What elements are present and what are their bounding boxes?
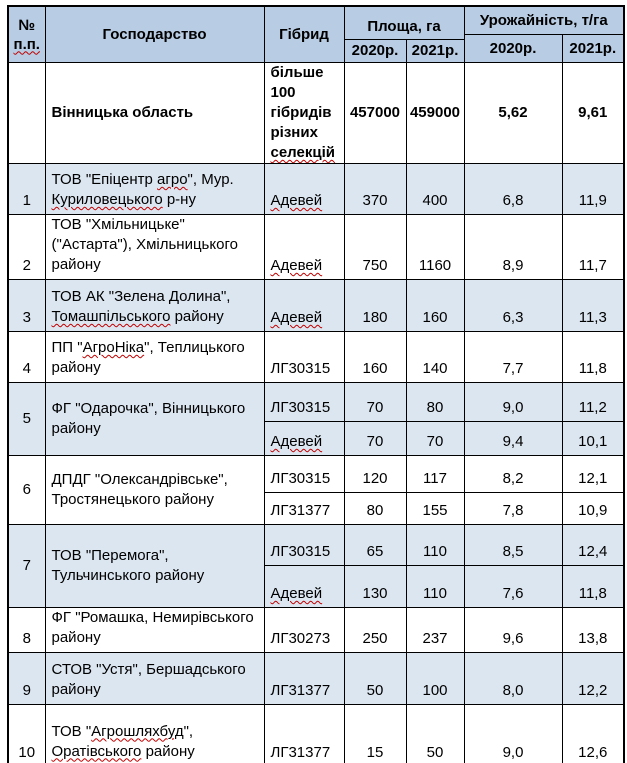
yield-years-row	[465, 35, 624, 62]
farm-name	[45, 608, 264, 653]
row-number: 8	[8, 608, 45, 653]
yield-2021-value: 11,7	[562, 215, 624, 280]
header-yield-2020: 2020р.	[465, 35, 563, 62]
yield-2021-value: 11,8	[562, 566, 624, 608]
table-row	[8, 705, 624, 763]
yield-2021-value: 10,1	[562, 422, 624, 456]
area-2021-value: 70	[406, 422, 464, 456]
text: ТОВ "Епіцентр	[51, 171, 158, 188]
yield-2020-value: 6,3	[464, 280, 562, 332]
misspelled-text: селекцій	[270, 144, 335, 161]
area-years-row	[345, 40, 464, 62]
area-2021-value: 80	[406, 383, 464, 422]
text: ", Мур.	[187, 171, 234, 188]
row-number: 10	[8, 705, 45, 763]
header-yield-label: Урожайність, т/га	[465, 7, 624, 35]
table-row	[8, 280, 624, 332]
table-row	[8, 608, 624, 653]
area-2021-value: 459000	[406, 63, 464, 164]
area-2021-value: 117	[406, 456, 464, 493]
farm-name	[45, 383, 264, 456]
area-2021-value: 400	[406, 164, 464, 215]
text: ТОВ АК "Зелена Долина",	[51, 288, 231, 305]
farm-name	[45, 525, 264, 608]
yield-2021-value: 10,9	[562, 493, 624, 525]
yield-2020-value: 7,8	[464, 493, 562, 525]
hybrid-text: більше 100 гібридів різних	[270, 64, 332, 141]
yield-2020-value: 6,8	[464, 164, 562, 215]
text: ДПДГ "Олександрівське", Тростянецького району	[51, 471, 228, 508]
area-2021-value: 160	[406, 280, 464, 332]
area-2020-value: 160	[344, 332, 406, 383]
yield-2021-value: 9,61	[562, 63, 624, 164]
text: СТОВ "Устя", Бершадського району	[51, 661, 246, 698]
table-row	[8, 164, 624, 215]
text: ТОВ "Перемога", Тульчинського району	[51, 547, 205, 584]
row-number: 2	[8, 215, 45, 280]
header-yield-2021: 2021р.	[569, 39, 617, 57]
table-row	[8, 332, 624, 383]
misspelled-text: Адевей	[270, 309, 323, 326]
area-2021-value: 100	[406, 653, 464, 705]
area-2021-value: 1160	[406, 215, 464, 280]
hybrid-name	[264, 608, 344, 653]
misspelled-text: Куриловецького	[51, 191, 163, 208]
yield-2021-value: 12,6	[562, 705, 624, 763]
area-2020-value: 70	[344, 422, 406, 456]
yield-2021-value: 13,8	[562, 608, 624, 653]
yield-table	[7, 5, 625, 763]
area-2021-value: 140	[406, 332, 464, 383]
yield-2020-value: 8,5	[464, 525, 562, 566]
header-area-label: Площа, га	[345, 7, 464, 40]
area-2021-value: 155	[406, 493, 464, 525]
header-row	[8, 6, 624, 63]
area-2021-value: 110	[406, 525, 464, 566]
table-row	[8, 383, 624, 422]
yield-2020-value: 5,62	[464, 63, 562, 164]
text: ЛГ31377	[270, 682, 331, 699]
yield-2021-value: 12,2	[562, 653, 624, 705]
text: ЛГ30273	[270, 630, 331, 647]
text: ЛГ30315	[270, 470, 331, 487]
misspelled-text: Оратівського	[51, 742, 142, 760]
misspelled-text: Агрошляхбуд	[91, 722, 184, 740]
farm-name	[45, 164, 264, 215]
yield-2020-value: 8,9	[464, 215, 562, 280]
header-yield-group	[464, 6, 624, 63]
area-2020-value: 15	[344, 705, 406, 763]
area-2020-value: 250	[344, 608, 406, 653]
hybrid-name	[264, 653, 344, 705]
hybrid-name	[264, 280, 344, 332]
hybrid-name	[264, 164, 344, 215]
hybrid-name	[264, 705, 344, 763]
area-group-head	[345, 7, 464, 62]
yield-2020-value: 9,4	[464, 422, 562, 456]
yield-2021-value: 11,2	[562, 383, 624, 422]
misspelled-text: Томашпільського	[51, 308, 171, 325]
hybrid-name	[264, 63, 344, 164]
yield-2021-value: 11,3	[562, 280, 624, 332]
misspelled-text: Адевей	[270, 585, 323, 602]
text: ЛГ30315	[270, 399, 331, 416]
hybrid-name	[264, 215, 344, 280]
misspelled-text: АгроНіка	[82, 339, 145, 356]
header-num	[8, 6, 45, 63]
table-row	[8, 653, 624, 705]
misspelled-text: Адевей	[270, 433, 323, 450]
text: ТОВ "Хмільницьке" ("Астарта"), Хмільницького району	[51, 216, 238, 273]
yield-2020-value: 9,6	[464, 608, 562, 653]
text: ТОВ "	[51, 722, 92, 740]
hybrid-name	[264, 332, 344, 383]
text: ",	[183, 722, 194, 740]
yield-2021-value: 11,8	[562, 332, 624, 383]
area-2020-value: 750	[344, 215, 406, 280]
region-row	[8, 63, 624, 164]
table-row	[8, 456, 624, 493]
header-num-line2: п.п.	[13, 35, 40, 53]
hybrid-name	[264, 456, 344, 493]
table-row	[8, 525, 624, 566]
table-body	[8, 63, 624, 763]
area-2020-value: 70	[344, 383, 406, 422]
farm-name	[45, 332, 264, 383]
misspelled-text: Адевей	[270, 257, 323, 274]
row-number: 6	[8, 456, 45, 525]
yield-2020-value: 8,0	[464, 653, 562, 705]
area-2021-value: 110	[406, 566, 464, 608]
area-2020-value: 50	[344, 653, 406, 705]
area-2020-value: 180	[344, 280, 406, 332]
area-2021-value: 50	[406, 705, 464, 763]
header-farm: Господарство	[45, 6, 264, 63]
yield-2020-value: 9,0	[464, 383, 562, 422]
farm-name	[45, 653, 264, 705]
text: ", Теплицького району	[51, 339, 245, 376]
misspelled-text: Адевей	[270, 192, 323, 209]
header-area-group	[344, 6, 464, 63]
farm-name	[45, 280, 264, 332]
text: ЛГ31377	[270, 743, 331, 761]
text: ЛГ31377	[270, 502, 331, 519]
area-2020-value: 457000	[344, 63, 406, 164]
text: ФГ "Ромашка, Немирівського району	[51, 609, 254, 646]
area-2020-value: 130	[344, 566, 406, 608]
table-header	[8, 6, 624, 63]
farm-name	[45, 705, 264, 763]
hybrid-name	[264, 525, 344, 566]
header-hybrid: Гібрид	[264, 6, 344, 63]
area-2020-value: 65	[344, 525, 406, 566]
text: ЛГ30315	[270, 360, 331, 377]
table-row	[8, 215, 624, 280]
row-number: 9	[8, 653, 45, 705]
yield-2021-value: 12,1	[562, 456, 624, 493]
area-2020-value: 370	[344, 164, 406, 215]
yield-2020-value: 8,2	[464, 456, 562, 493]
header-num-line1: №	[18, 16, 36, 34]
row-number: 7	[8, 525, 45, 608]
header-area-2021: 2021р.	[411, 42, 459, 59]
yield-group-head	[465, 7, 624, 62]
farm-name	[45, 215, 264, 280]
misspelled-text: агро	[157, 171, 188, 188]
yield-2021-value: 11,9	[562, 164, 624, 215]
row-number: 3	[8, 280, 45, 332]
text: ЛГ30315	[270, 543, 331, 560]
area-2020-value: 120	[344, 456, 406, 493]
yield-2020-value: 7,6	[464, 566, 562, 608]
row-number: 1	[8, 164, 45, 215]
text: ФГ "Одарочка", Вінницького району	[51, 400, 246, 437]
hybrid-name	[264, 383, 344, 422]
header-area-2020: 2020р.	[345, 40, 407, 62]
yield-2020-value: 9,0	[464, 705, 562, 763]
text: р-ну	[162, 191, 196, 208]
farm-name	[45, 456, 264, 525]
area-2020-value: 80	[344, 493, 406, 525]
row-number	[8, 63, 45, 164]
yield-2020-value: 7,7	[464, 332, 562, 383]
hybrid-name	[264, 493, 344, 525]
yield-2021-value: 12,4	[562, 525, 624, 566]
text: району	[141, 742, 195, 760]
text: ПП "	[51, 339, 83, 356]
hybrid-name	[264, 566, 344, 608]
text: району	[170, 308, 224, 325]
row-number: 5	[8, 383, 45, 456]
hybrid-name	[264, 422, 344, 456]
row-number: 4	[8, 332, 45, 383]
area-2021-value: 237	[406, 608, 464, 653]
farm-name: Вінницька область	[45, 63, 264, 164]
